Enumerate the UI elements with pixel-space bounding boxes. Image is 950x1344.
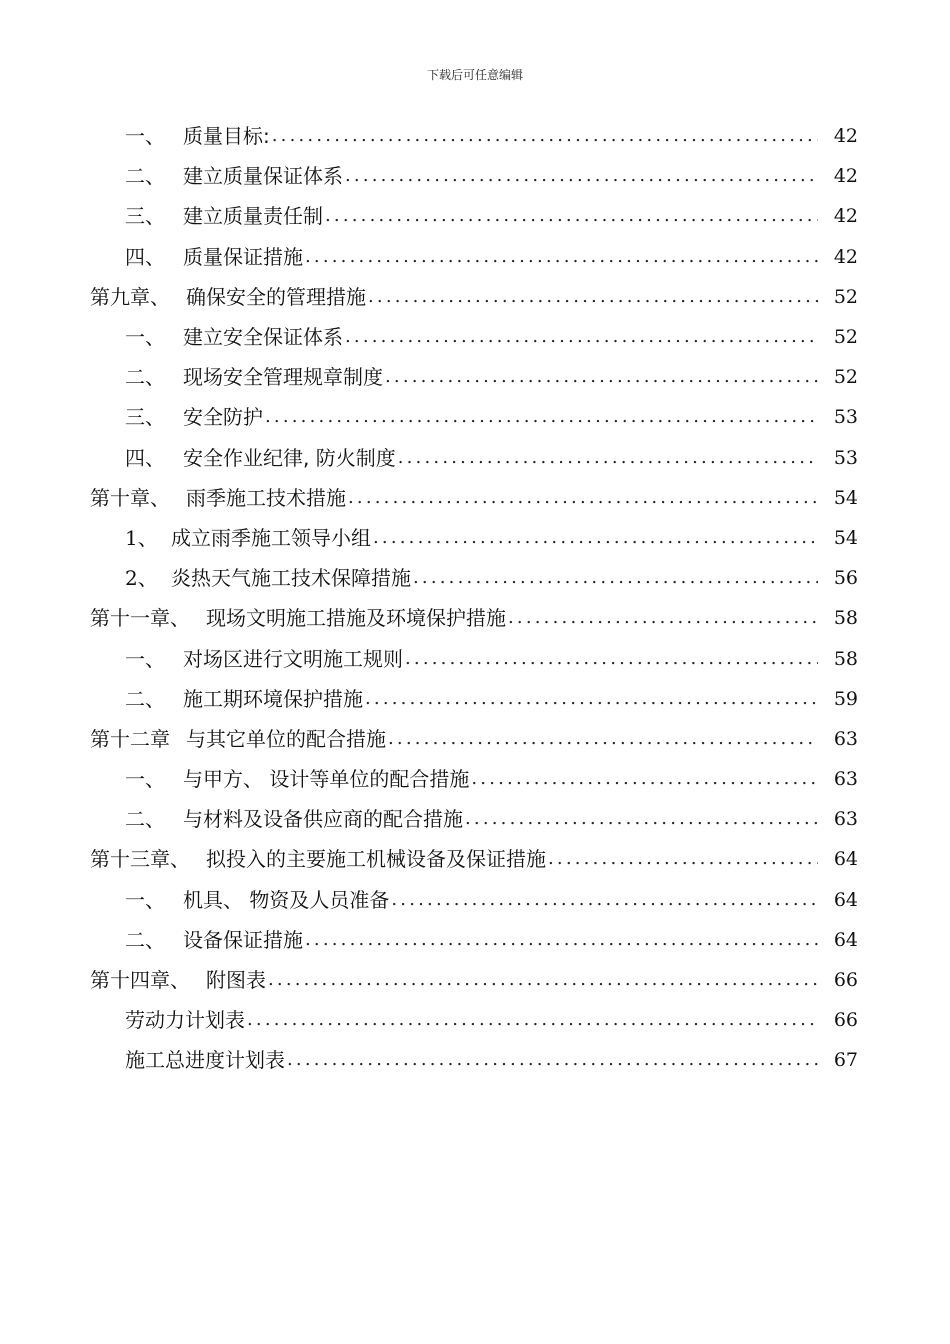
toc-chapter-entry[interactable]: [0, 960, 950, 1000]
toc-section-entry[interactable]: [0, 1040, 950, 1080]
toc-dot-leader: [305, 237, 818, 277]
toc-section-entry[interactable]: [0, 357, 950, 397]
toc-section-entry[interactable]: [0, 438, 950, 478]
toc-section-entry[interactable]: [0, 196, 950, 236]
toc-entry-title: 质量目标:: [183, 124, 270, 149]
toc-chapter-entry[interactable]: [0, 277, 950, 317]
toc-entry-title: 施工总进度计划表: [125, 1048, 285, 1073]
toc-page-number: 64: [833, 848, 858, 871]
toc-dot-leader: [272, 116, 818, 156]
toc-dot-leader: [508, 598, 818, 638]
toc-entry-title: 与其它单位的配合措施: [186, 726, 386, 751]
toc-page-number: 66: [833, 969, 858, 992]
toc-section-entry[interactable]: [0, 920, 950, 960]
toc-page-number: 52: [833, 285, 858, 308]
toc-dot-leader: [345, 317, 818, 357]
toc-section-entry[interactable]: [0, 518, 950, 558]
toc-dot-leader: [305, 920, 818, 960]
toc-section-entry[interactable]: [0, 759, 950, 799]
toc-entry-title: 现场文明施工措施及环境保护措施: [206, 606, 506, 631]
toc-page-number: 63: [833, 768, 858, 791]
toc-page-number: 59: [833, 687, 858, 710]
toc-entry-number: 三、: [125, 405, 165, 430]
toc-page-number: 54: [833, 526, 858, 549]
table-of-contents: [0, 116, 950, 1081]
toc-entry-number: 第十章、: [90, 485, 170, 510]
toc-dot-leader: [373, 518, 818, 558]
toc-entry-number: 一、: [125, 887, 165, 912]
toc-entry-number: 四、: [125, 445, 165, 470]
toc-dot-leader: [388, 719, 818, 759]
toc-page-number: 64: [833, 928, 858, 951]
toc-dot-leader: [368, 277, 818, 317]
toc-entry-number: 三、: [125, 204, 165, 229]
toc-entry-title: 机具、 物资及人员准备: [183, 887, 390, 912]
toc-entry-title: 与甲方、 设计等单位的配合措施: [183, 767, 470, 792]
toc-entry-title: 建立质量责任制: [183, 204, 323, 229]
toc-section-entry[interactable]: [0, 116, 950, 156]
toc-entry-title: 附图表: [206, 968, 266, 993]
toc-dot-leader: [247, 1000, 818, 1040]
toc-section-entry[interactable]: [0, 679, 950, 719]
toc-entry-number: 第九章、: [90, 284, 170, 309]
toc-chapter-entry[interactable]: [0, 719, 950, 759]
toc-chapter-entry[interactable]: [0, 598, 950, 638]
toc-entry-number: 二、: [125, 686, 165, 711]
toc-section-entry[interactable]: [0, 237, 950, 277]
toc-entry-title: 建立质量保证体系: [183, 164, 343, 189]
toc-entry-title: 安全作业纪律, 防火制度: [183, 445, 396, 470]
toc-entry-title: 对场区进行文明施工规则: [183, 646, 403, 671]
toc-dot-leader: [548, 839, 818, 879]
toc-dot-leader: [413, 558, 818, 598]
toc-page-number: 56: [833, 567, 858, 590]
toc-dot-leader: [385, 357, 818, 397]
toc-chapter-entry[interactable]: [0, 478, 950, 518]
toc-page-number: 53: [833, 446, 858, 469]
toc-entry-number: 2、: [125, 566, 158, 591]
toc-entry-number: 一、: [125, 325, 165, 350]
toc-entry-number: 第十一章、: [90, 606, 190, 631]
toc-entry-number: 一、: [125, 767, 165, 792]
toc-entry-title: 与材料及设备供应商的配合措施: [183, 807, 463, 832]
toc-page-number: 63: [833, 727, 858, 750]
toc-section-entry[interactable]: [0, 1000, 950, 1040]
toc-section-entry[interactable]: [0, 317, 950, 357]
toc-entry-title: 施工期环境保护措施: [183, 686, 363, 711]
toc-entry-title: 成立雨季施工领导小组: [171, 525, 371, 550]
toc-page-number: 52: [833, 326, 858, 349]
toc-dot-leader: [365, 679, 818, 719]
toc-entry-number: 1、: [125, 525, 158, 550]
toc-dot-leader: [471, 759, 818, 799]
toc-entry-number: 第十三章、: [90, 847, 190, 872]
toc-dot-leader: [405, 639, 818, 679]
toc-dot-leader: [391, 880, 818, 920]
toc-entry-number: 第十四章、: [90, 968, 190, 993]
toc-entry-title: 确保安全的管理措施: [186, 284, 366, 309]
toc-dot-leader: [348, 478, 818, 518]
toc-page-number: 53: [833, 406, 858, 429]
toc-chapter-entry[interactable]: [0, 839, 950, 879]
toc-page-number: 64: [833, 888, 858, 911]
toc-dot-leader: [398, 438, 818, 478]
toc-entry-title: 拟投入的主要施工机械设备及保证措施: [206, 847, 546, 872]
toc-dot-leader: [265, 397, 818, 437]
toc-entry-number: 二、: [125, 365, 165, 390]
toc-entry-number: 二、: [125, 807, 165, 832]
toc-page-number: 42: [833, 205, 858, 228]
toc-section-entry[interactable]: [0, 156, 950, 196]
toc-page-number: 42: [833, 165, 858, 188]
toc-entry-title: 劳动力计划表: [125, 1008, 245, 1033]
toc-page-number: 58: [833, 607, 858, 630]
toc-section-entry[interactable]: [0, 558, 950, 598]
toc-section-entry[interactable]: [0, 397, 950, 437]
toc-page-number: 63: [833, 808, 858, 831]
toc-section-entry[interactable]: [0, 638, 950, 678]
toc-entry-number: 二、: [125, 164, 165, 189]
toc-entry-title: 安全防护: [183, 405, 263, 430]
toc-dot-leader: [287, 1040, 818, 1080]
toc-dot-leader: [465, 799, 818, 839]
toc-entry-title: 建立安全保证体系: [183, 325, 343, 350]
toc-entry-number: 二、: [125, 927, 165, 952]
toc-dot-leader: [268, 960, 818, 1000]
toc-page-number: 54: [833, 486, 858, 509]
toc-page-number: 42: [833, 125, 858, 148]
toc-entry-title: 雨季施工技术措施: [186, 485, 346, 510]
toc-entry-number: 一、: [125, 124, 165, 149]
toc-entry-title: 设备保证措施: [183, 927, 303, 952]
toc-entry-number: 四、: [125, 244, 165, 269]
toc-entry-title: 质量保证措施: [183, 244, 303, 269]
toc-dot-leader: [345, 156, 818, 196]
toc-entry-number: 第十二章: [90, 726, 170, 751]
toc-page-number: 52: [833, 366, 858, 389]
toc-page-number: 42: [833, 245, 858, 268]
toc-section-entry[interactable]: [0, 799, 950, 839]
page-header: 下载后可任意编辑: [426, 68, 523, 82]
toc-dot-leader: [325, 196, 818, 236]
toc-page-number: 67: [833, 1049, 858, 1072]
toc-page-number: 58: [833, 647, 858, 670]
toc-entry-number: 一、: [125, 646, 165, 671]
toc-section-entry[interactable]: [0, 880, 950, 920]
toc-entry-title: 炎热天气施工技术保障措施: [171, 566, 411, 591]
toc-entry-title: 现场安全管理规章制度: [183, 365, 383, 390]
toc-page-number: 66: [833, 1009, 858, 1032]
